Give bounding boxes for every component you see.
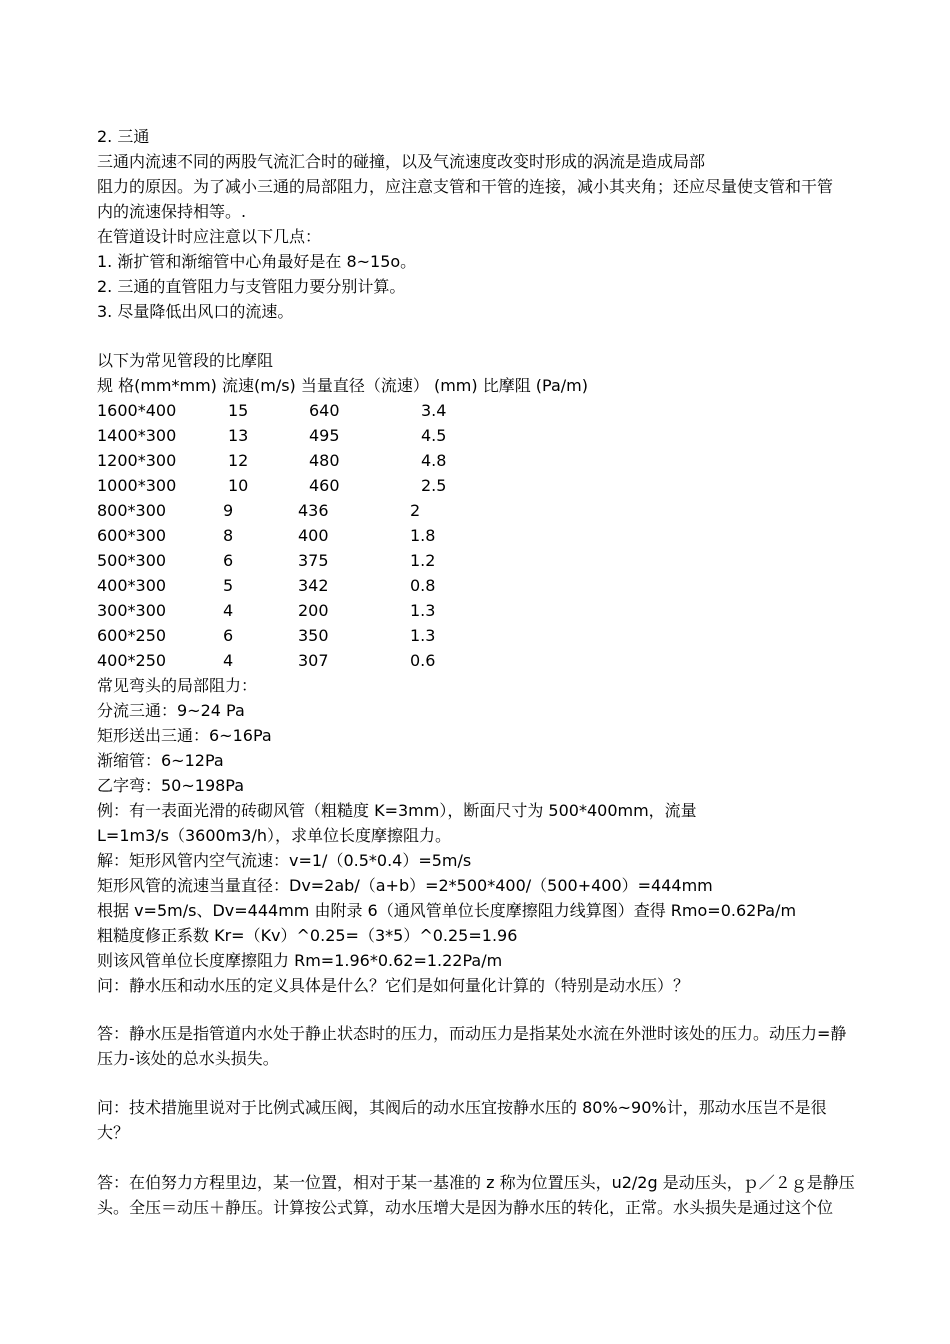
example-line: 例：有一表面光滑的砖砌风管（粗糙度 K=3mm），断面尺寸为 500*400mm，流量 — [97, 801, 697, 820]
example-line: 粗糙度修正系数 Kr=（Kv）^0.25=（3*5）^0.25=1.96 — [97, 926, 518, 945]
table-cell: 436 — [298, 501, 329, 520]
table-cell: 2 — [410, 501, 421, 520]
table-cell: 13 — [228, 426, 249, 445]
elbow-item: 渐缩管：6~12Pa — [97, 751, 224, 770]
table-cell: 0.8 — [410, 576, 436, 595]
table-cell: 2.5 — [421, 476, 447, 495]
table-cell: 1.8 — [410, 526, 436, 545]
table-cell: 4.8 — [421, 451, 447, 470]
question: 问：技术措施里说对于比例式减压阀，其阀后的动水压宜按静水压的 80%~90%计，那动水压岂不是很大？ — [97, 1098, 827, 1142]
table-cell: 1.3 — [410, 626, 436, 645]
table-cell: 1.2 — [410, 551, 436, 570]
paragraph-line: 三通内流速不同的两股气流汇合时的碰撞，以及气流速度改变时形成的涡流是造成局部 — [97, 152, 706, 171]
table-cell: 350 — [298, 626, 329, 645]
elbow-item: 乙字弯：50~198Pa — [97, 776, 245, 795]
table-cell: 8 — [223, 526, 234, 545]
example-line: 则该风管单位长度摩擦阻力 Rm=1.96*0.62=1.22Pa/m — [97, 951, 503, 970]
elbow-item: 矩形送出三通：6~16Pa — [97, 726, 272, 745]
design-notes-intro: 在管道设计时应注意以下几点： — [97, 227, 322, 246]
paragraph-line: 内的流速保持相等。. — [97, 202, 247, 221]
design-note-item: 3. 尽量降低出风口的流速。 — [97, 302, 294, 321]
elbows-title: 常见弯头的局部阻力： — [97, 676, 258, 695]
table-header: 规 格(mm*mm) 流速(m/s) 当量直径（流速） (mm) 比摩阻 (Pa/m) — [97, 376, 588, 395]
section-title-tee: 2. 三通 — [97, 127, 150, 146]
table-cell: 1400*300 — [97, 426, 177, 445]
design-note-item: 1. 渐扩管和渐缩管中心角最好是在 8~15o。 — [97, 252, 417, 271]
table-cell: 15 — [228, 401, 249, 420]
table-cell: 0.6 — [410, 651, 436, 670]
table-intro: 以下为常见管段的比摩阻 — [97, 351, 274, 370]
paragraph-line: 阻力的原因。为了减小三通的局部阻力，应注意支管和干管的连接，减小其夹角；还应尽量使支管和干管 — [97, 177, 834, 196]
table-cell: 400 — [298, 526, 329, 545]
table-cell: 300*300 — [97, 601, 167, 620]
table-cell: 640 — [309, 401, 340, 420]
example-line: 矩形风管的流速当量直径：Dv=2ab/（a+b）=2*500*400/（500+400）=444mm — [97, 876, 713, 895]
table-cell: 6 — [223, 626, 234, 645]
table-cell: 4 — [223, 601, 234, 620]
table-cell: 1600*400 — [97, 401, 177, 420]
table-cell: 600*300 — [97, 526, 167, 545]
table-cell: 500*300 — [97, 551, 167, 570]
table-cell: 480 — [309, 451, 340, 470]
example-line: 解：矩形风管内空气流速：v=1/（0.5*0.4）=5m/s — [97, 851, 472, 870]
table-cell: 10 — [228, 476, 249, 495]
table-cell: 307 — [298, 651, 329, 670]
table-cell: 4.5 — [421, 426, 447, 445]
table-cell: 460 — [309, 476, 340, 495]
table-cell: 1000*300 — [97, 476, 177, 495]
table-cell: 400*300 — [97, 576, 167, 595]
table-cell: 342 — [298, 576, 329, 595]
table-cell: 800*300 — [97, 501, 167, 520]
elbow-item: 分流三通：9~24 Pa — [97, 701, 245, 720]
table-cell: 12 — [228, 451, 249, 470]
table-cell: 495 — [309, 426, 340, 445]
table-cell: 200 — [298, 601, 329, 620]
design-note-item: 2. 三通的直管阻力与支管阻力要分别计算。 — [97, 277, 406, 296]
table-cell: 375 — [298, 551, 329, 570]
table-cell: 1.3 — [410, 601, 436, 620]
table-cell: 1200*300 — [97, 451, 177, 470]
answer: 答：静水压是指管道内水处于静止状态时的压力，而动压力是指某处水流在外泄时该处的压力。动压力=静压力-该处的总水头损失。 — [97, 1024, 847, 1068]
table-cell: 4 — [223, 651, 234, 670]
table-cell: 9 — [223, 501, 234, 520]
example-line: L=1m3/s（3600m3/h），求单位长度摩擦阻力。 — [97, 826, 452, 845]
table-cell: 6 — [223, 551, 234, 570]
table-cell: 5 — [223, 576, 234, 595]
question: 问：静水压和动水压的定义具体是什么？它们是如何量化计算的（特别是动水压）？ — [97, 976, 690, 995]
table-cell: 400*250 — [97, 651, 167, 670]
example-line: 根据 v=5m/s、Dv=444mm 由附录 6（通风管单位长度摩擦阻力线算图）查得 Rmo=0.62Pa/m — [97, 901, 797, 920]
answer: 答：在伯努力方程里边，某一位置，相对于某一基准的 z 称为位置压头，u2/2g 是动压头，ｐ／２ｇ是静压头。全压＝动压＋静压。计算按公式算，动水压增大是因为静水压的转化，正常。水头损失是通过这个位 — [97, 1173, 855, 1217]
table-cell: 600*250 — [97, 626, 167, 645]
table-cell: 3.4 — [421, 401, 447, 420]
